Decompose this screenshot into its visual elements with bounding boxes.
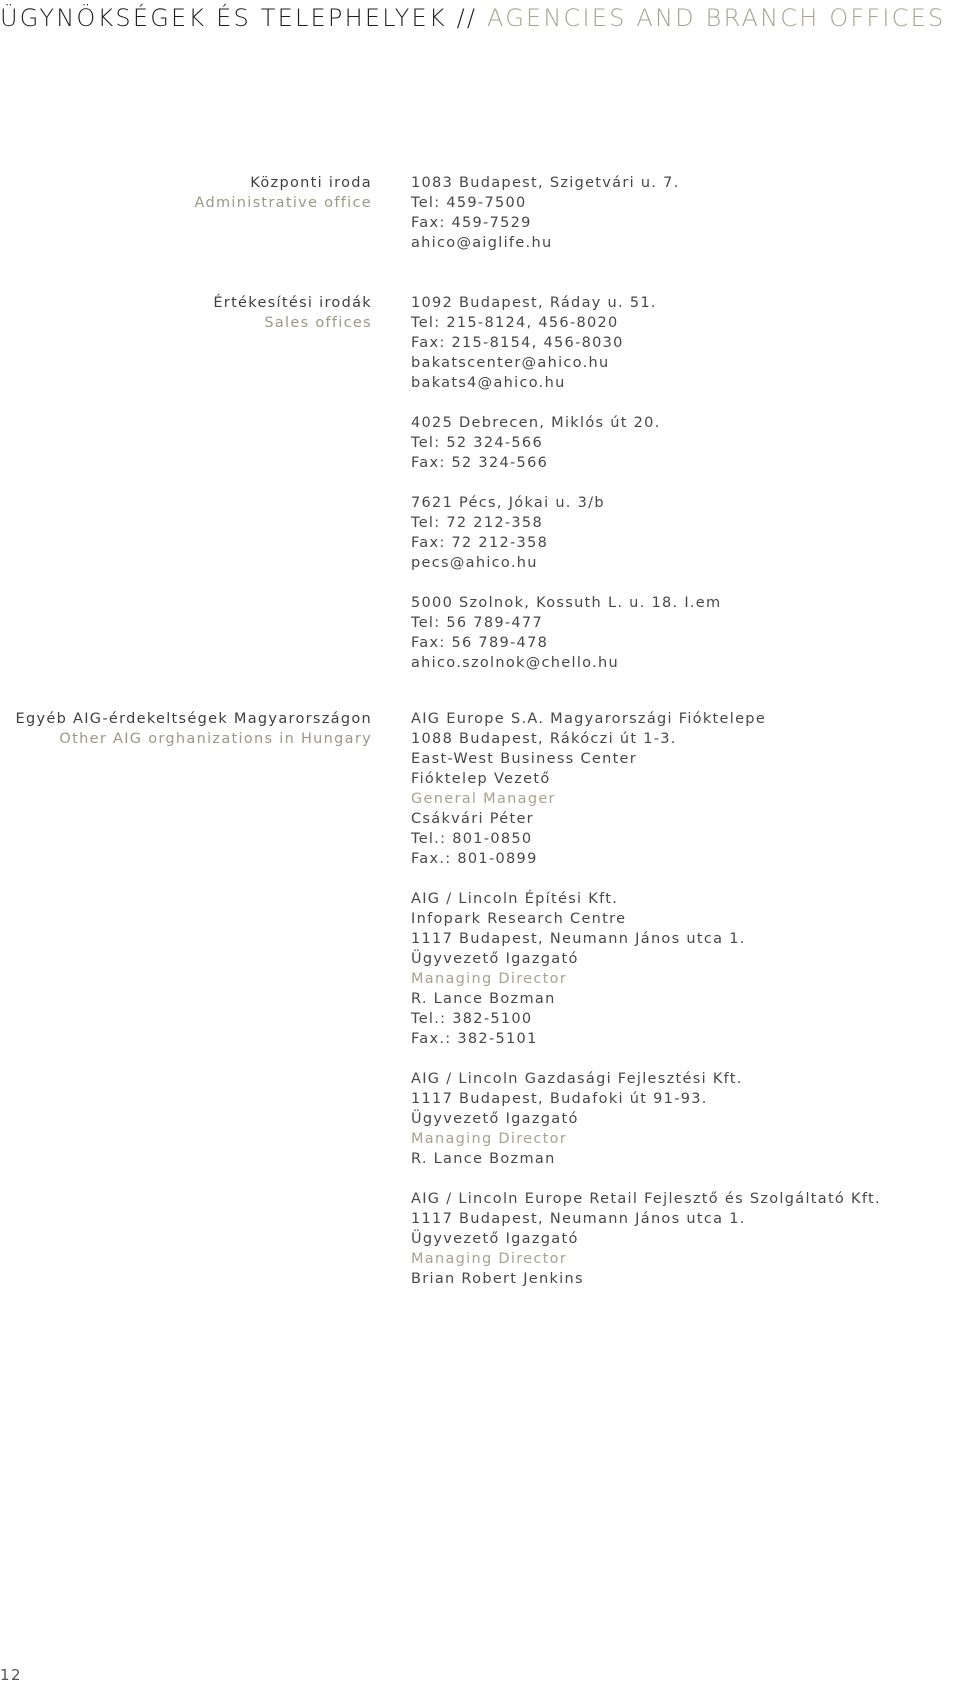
- address-line: AIG / Lincoln Építési Kft.: [411, 891, 619, 907]
- address-line: R. Lance Bozman: [411, 991, 556, 1007]
- address-line: R. Lance Bozman: [411, 1151, 556, 1167]
- other-aig-label: [16, 709, 372, 749]
- address-line: Infopark Research Centre: [411, 911, 627, 927]
- sales-offices-label: [213, 293, 372, 333]
- address-line: Ügyvezető Igazgató: [411, 1231, 579, 1247]
- address-line: Brian Robert Jenkins: [411, 1271, 584, 1287]
- section-label-hungarian: Értékesítési irodák: [213, 295, 372, 311]
- address-line: 7621 Pécs, Jókai u. 3/b: [411, 495, 605, 511]
- address-line: 1117 Budapest, Neumann János utca 1.: [411, 931, 746, 947]
- page-title-hungarian: ÜGYNÖKSÉGEK ÉS TELEPHELYEK //: [0, 4, 478, 32]
- address-line: Fax.: 801-0899: [411, 851, 538, 867]
- address-line: Tel: 52 324-566: [411, 435, 543, 451]
- address-line: ahico.szolnok@chello.hu: [411, 655, 619, 671]
- address-line: Fax: 52 324-566: [411, 455, 549, 471]
- address-line: Fax: 56 789-478: [411, 635, 549, 651]
- sales-offices-details: [411, 293, 951, 673]
- address-block: [411, 1069, 951, 1169]
- address-line: Ügyvezető Igazgató: [411, 951, 579, 967]
- address-line: AIG Europe S.A. Magyarországi Fióktelepe: [411, 711, 767, 727]
- address-block: [411, 173, 951, 253]
- central-office-label: [195, 173, 372, 213]
- address-line: AIG / Lincoln Gazdasági Fejlesztési Kft.: [411, 1071, 743, 1087]
- address-block: [411, 709, 951, 869]
- section-label-english: Other AIG orghanizations in Hungary: [59, 731, 372, 747]
- english-title-line: Managing Director: [411, 971, 568, 987]
- other-aig-details: [411, 709, 951, 1289]
- address-line: Fióktelep Vezető: [411, 771, 551, 787]
- address-line: Tel.: 801-0850: [411, 831, 533, 847]
- address-line: 5000 Szolnok, Kossuth L. u. 18. I.em: [411, 595, 722, 611]
- address-block: [411, 593, 951, 673]
- central-office-details: [411, 173, 951, 253]
- address-line: 1092 Budapest, Ráday u. 51.: [411, 295, 657, 311]
- section-label-english: Administrative office: [194, 195, 372, 211]
- address-line: bakats4@ahico.hu: [411, 375, 566, 391]
- address-block: [411, 1189, 951, 1289]
- address-line: Tel: 215-8124, 456-8020: [411, 315, 619, 331]
- address-line: Fax.: 382-5101: [411, 1031, 538, 1047]
- address-line: Tel.: 382-5100: [411, 1011, 533, 1027]
- address-line: Ügyvezető Igazgató: [411, 1111, 579, 1127]
- english-title-line: Managing Director: [411, 1131, 568, 1147]
- address-line: 1117 Budapest, Neumann János utca 1.: [411, 1211, 746, 1227]
- address-line: 1083 Budapest, Szigetvári u. 7.: [411, 175, 680, 191]
- address-block: [411, 493, 951, 573]
- address-line: Tel: 72 212-358: [411, 515, 543, 531]
- address-block: [411, 293, 951, 393]
- address-line: Fax: 72 212-358: [411, 535, 549, 551]
- english-title-line: Managing Director: [411, 1251, 568, 1267]
- address-block: [411, 889, 951, 1049]
- page-title-english: AGENCIES AND BRANCH OFFICES: [487, 4, 946, 32]
- address-line: Fax: 459-7529: [411, 215, 532, 231]
- address-block: [411, 413, 951, 473]
- english-title-line: General Manager: [411, 791, 556, 807]
- address-line: Csákvári Péter: [411, 811, 534, 827]
- address-line: AIG / Lincoln Europe Retail Fejlesztő és Szolgáltató Kft.: [411, 1191, 881, 1207]
- address-line: bakatscenter@ahico.hu: [411, 355, 610, 371]
- address-line: 1117 Budapest, Budafoki út 91-93.: [411, 1091, 708, 1107]
- address-line: Tel: 459-7500: [411, 195, 527, 211]
- page-title: [0, 2, 945, 34]
- section-label-hungarian: Központi iroda: [250, 175, 372, 191]
- address-line: Tel: 56 789-477: [411, 615, 543, 631]
- address-line: pecs@ahico.hu: [411, 555, 538, 571]
- address-line: 1088 Budapest, Rákóczi út 1-3.: [411, 731, 677, 747]
- address-line: East-West Business Center: [411, 751, 638, 767]
- address-line: ahico@aiglife.hu: [411, 235, 553, 251]
- address-line: 4025 Debrecen, Miklós út 20.: [411, 415, 661, 431]
- address-line: Fax: 215-8154, 456-8030: [411, 335, 624, 351]
- section-label-english: Sales offices: [264, 315, 372, 331]
- section-label-hungarian: Egyéb AIG-érdekeltségek Magyarországon: [15, 711, 372, 727]
- page-number: 12: [0, 1666, 23, 1684]
